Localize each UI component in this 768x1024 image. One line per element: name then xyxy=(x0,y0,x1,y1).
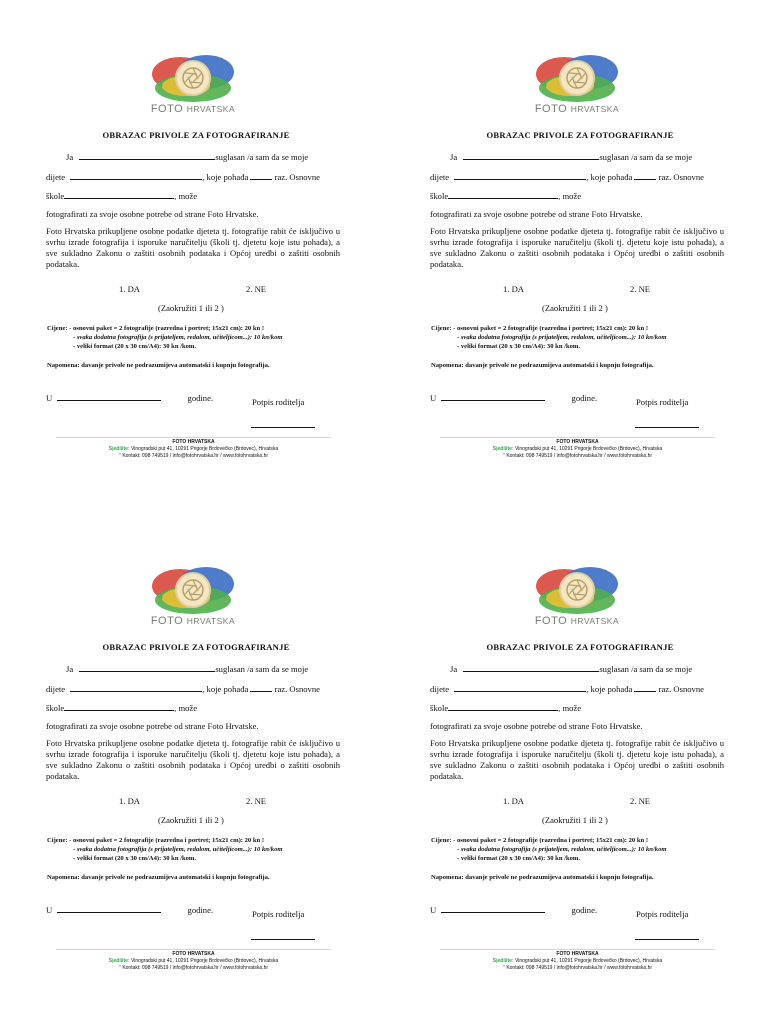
footer-company-name: FOTO HRVATSKA xyxy=(556,951,599,957)
cijene-line-2 xyxy=(457,333,667,342)
koje-pohada-text: , koje pohađa xyxy=(586,172,633,182)
line-ja xyxy=(66,150,308,163)
cijene-line-1: Cijene: - osnovni paket = 2 fotografije (razredna i portret; 15x21 cm): 20 kn ! xyxy=(47,837,265,844)
footer-address-text: Vinogradski put 41, 10291 Prigorje Brdovečko (Brdovec), Hrvatska xyxy=(515,958,663,964)
skole-label: škole xyxy=(46,191,65,201)
place-field[interactable] xyxy=(441,903,545,913)
consent-form-1 xyxy=(46,52,346,472)
school-field[interactable] xyxy=(64,189,174,199)
place-field[interactable] xyxy=(57,391,161,401)
cijene-line-2 xyxy=(73,333,283,342)
place-field[interactable] xyxy=(441,391,545,401)
logo-text-foto: FOTO xyxy=(150,103,184,115)
line-dijete xyxy=(46,170,320,183)
footer-address xyxy=(56,446,331,453)
cijene-line-3: - veliki format (20 x 30 cm/A4): 30 kn /kom. xyxy=(73,343,197,350)
zaokruziti-text: (Zaokružiti 1 ili 2 ) xyxy=(158,815,224,825)
fotografirati-text: fotografirati za svoje osobne potrebe od strane Foto Hrvatske. xyxy=(46,721,259,731)
signature-field[interactable] xyxy=(251,418,315,431)
godine-text: godine. xyxy=(187,905,214,915)
line-skole xyxy=(430,189,581,202)
footer-seat-label: Sjedište: xyxy=(108,958,130,964)
line-place xyxy=(430,391,597,404)
footer-company-name: FOTO HRVATSKA xyxy=(172,439,215,445)
dijete-label: dijete xyxy=(430,172,450,182)
school-field[interactable] xyxy=(64,701,174,711)
option-ne[interactable]: 2. NE xyxy=(630,796,651,806)
privacy-paragraph: Foto Hrvatska prikupljene osobne podatke djeteta tj. fotografije rabit će isključivo u svrhu izrade fotografija i isporuke naručitelju (školi tj. djetetu koje istu pohađa), a sve sukladno Zakonu o zaštiti osobnih podataka i Općoj uredbi o zaštiti osobnih podataka. xyxy=(430,226,724,269)
signature-field[interactable] xyxy=(251,930,315,943)
footer-company-name: FOTO HRVATSKA xyxy=(172,951,215,957)
consent-form-3 xyxy=(46,564,346,984)
cijene-line-2-text: - svaka dodatna fotografija (s prijateljem, redalom, učiteljicom...): 10 kn/kom xyxy=(73,846,283,853)
footer-star: * xyxy=(502,453,505,459)
ja-label: Ja xyxy=(66,664,74,674)
logo-text-hrvatska: HRVATSKA xyxy=(570,104,620,114)
parent-name-field[interactable] xyxy=(463,150,599,160)
line-dijete xyxy=(46,682,320,695)
skole-label: škole xyxy=(46,703,65,713)
cijene-line-1: Cijene: - osnovni paket = 2 fotografije (razredna i portret; 15x21 cm): 20 kn ! xyxy=(47,325,265,332)
potpis-label: Potpis roditelja xyxy=(636,909,689,919)
privacy-paragraph: Foto Hrvatska prikupljene osobne podatke djeteta tj. fotografije rabit će isključivo u svrhu izrade fotografija i isporuke naručitelju (školi tj. djetetu koje istu pohađa), a sve sukladno Zakonu o zaštiti osobnih podataka i Općoj uredbi o zaštiti osobnih podataka. xyxy=(430,738,724,781)
suglasan-text: suglasan /a sam da se moje xyxy=(215,664,309,674)
potpis-label: Potpis roditelja xyxy=(252,909,305,919)
godine-text: godine. xyxy=(187,393,214,403)
koje-pohada-text: , koje pohađa xyxy=(202,684,249,694)
line-skole xyxy=(46,189,197,202)
godine-text: godine. xyxy=(571,905,598,915)
u-label: U xyxy=(430,393,437,403)
camera-aperture-icon xyxy=(146,52,241,116)
camera-aperture-icon xyxy=(146,564,241,628)
svg-text:FOTO HRVATSKA xyxy=(535,103,619,115)
logo-text-hrvatska: HRVATSKA xyxy=(186,104,236,114)
raz-text: raz. Osnovne xyxy=(274,172,320,182)
svg-text:FOTO HRVATSKA xyxy=(151,615,235,627)
footer-address xyxy=(440,958,715,965)
footer-address xyxy=(440,446,715,453)
class-field[interactable] xyxy=(250,170,272,180)
cijene-line-3: - veliki format (20 x 30 cm/A4): 30 kn /kom. xyxy=(73,855,197,862)
footer xyxy=(440,437,715,460)
logo-text-hrvatska: HRVATSKA xyxy=(186,616,236,626)
camera-aperture-icon xyxy=(530,564,625,628)
school-field[interactable] xyxy=(448,701,558,711)
suglasan-text: suglasan /a sam da se moje xyxy=(215,152,309,162)
foto-hrvatska-logo xyxy=(530,564,625,628)
footer-star: * xyxy=(118,453,121,459)
footer-address-text: Vinogradski put 41, 10291 Prigorje Brdovečko (Brdovec), Hrvatska xyxy=(131,446,279,452)
form-title: OBRAZAC PRIVOLE ZA FOTOGRAFIRANJE xyxy=(486,642,674,652)
dijete-label: dijete xyxy=(46,172,66,182)
logo-text-foto: FOTO xyxy=(534,103,568,115)
napomena-text: Napomena: davanje privole ne podrazumijeva automatski i kupnju fotografija. xyxy=(47,362,270,369)
option-da[interactable]: 1. DA xyxy=(119,284,141,294)
u-label: U xyxy=(430,905,437,915)
ja-label: Ja xyxy=(450,152,458,162)
suglasan-text: suglasan /a sam da se moje xyxy=(599,152,693,162)
potpis-label: Potpis roditelja xyxy=(252,397,305,407)
ja-label: Ja xyxy=(66,152,74,162)
raz-text: raz. Osnovne xyxy=(274,684,320,694)
fotografirati-text: fotografirati za svoje osobne potrebe od strane Foto Hrvatske. xyxy=(430,721,643,731)
footer-contact-text: Kontakt: 098 749519 / info@fotohrvatska.hr / www.fotohrvatska.hr xyxy=(122,965,269,971)
footer-seat-label: Sjedište: xyxy=(492,958,514,964)
cijene-line-3: - veliki format (20 x 30 cm/A4): 30 kn /kom. xyxy=(457,343,581,350)
footer-contact-text: Kontakt: 098 749519 / info@fotohrvatska.hr / www.fotohrvatska.hr xyxy=(506,965,653,971)
line-dijete xyxy=(430,682,704,695)
signature-field[interactable] xyxy=(635,418,699,431)
logo-text-foto: FOTO xyxy=(534,615,568,627)
moze-text: , može xyxy=(174,191,198,201)
footer-seat-label: Sjedište: xyxy=(492,446,514,452)
logo-text-hrvatska: HRVATSKA xyxy=(570,616,620,626)
cijene-line-2-text: - svaka dodatna fotografija (s prijateljem, redalom, učiteljicom...): 10 kn/kom xyxy=(73,334,283,341)
foto-hrvatska-logo xyxy=(146,564,241,628)
footer xyxy=(56,949,331,972)
footer-address-text: Vinogradski put 41, 10291 Prigorje Brdovečko (Brdovec), Hrvatska xyxy=(515,446,663,452)
place-field[interactable] xyxy=(57,903,161,913)
parent-name-field[interactable] xyxy=(79,662,215,672)
footer-contact xyxy=(440,453,715,460)
child-name-field[interactable] xyxy=(454,682,586,692)
privacy-paragraph: Foto Hrvatska prikupljene osobne podatke djeteta tj. fotografije rabit će isključivo u svrhu izrade fotografija i isporuke naručitelju (školi tj. djetetu koje istu pohađa), a sve sukladno Zakonu o zaštiti osobnih podataka i Općoj uredbi o zaštiti osobnih podataka. xyxy=(46,226,340,269)
option-ne[interactable]: 2. NE xyxy=(246,284,267,294)
line-skole xyxy=(430,701,581,714)
koje-pohada-text: , koje pohađa xyxy=(202,172,249,182)
option-ne[interactable]: 2. NE xyxy=(246,796,267,806)
cijene-line-3: - veliki format (20 x 30 cm/A4): 30 kn /kom. xyxy=(457,855,581,862)
footer-contact xyxy=(56,965,331,972)
godine-text: godine. xyxy=(571,393,598,403)
footer-seat-label: Sjedište: xyxy=(108,446,130,452)
privacy-paragraph: Foto Hrvatska prikupljene osobne podatke djeteta tj. fotografije rabit će isključivo u svrhu izrade fotografija i isporuke naručitelju (školi tj. djetetu koje istu pohađa), a sve sukladno Zakonu o zaštiti osobnih podataka i Općoj uredbi o zaštiti osobnih podataka. xyxy=(46,738,340,781)
fotografirati-text: fotografirati za svoje osobne potrebe od strane Foto Hrvatske. xyxy=(430,209,643,219)
cijene-line-2-text: - svaka dodatna fotografija (s prijateljem, redalom, učiteljicom...): 10 kn/kom xyxy=(457,846,667,853)
cijene-line-2 xyxy=(73,845,283,854)
moze-text: , može xyxy=(558,191,582,201)
signature-field[interactable] xyxy=(635,930,699,943)
option-da[interactable]: 1. DA xyxy=(503,284,525,294)
footer xyxy=(440,949,715,972)
footer xyxy=(56,437,331,460)
footer-star: * xyxy=(118,965,121,971)
napomena-text: Napomena: davanje privole ne podrazumijeva automatski i kupnju fotografija. xyxy=(431,874,654,881)
skole-label: škole xyxy=(430,703,449,713)
line-skole xyxy=(46,701,197,714)
footer-contact-text: Kontakt: 098 749519 / info@fotohrvatska.hr / www.fotohrvatska.hr xyxy=(122,453,269,459)
footer-contact xyxy=(56,453,331,460)
consent-form-4 xyxy=(430,564,730,984)
footer-company-name: FOTO HRVATSKA xyxy=(556,439,599,445)
foto-hrvatska-logo xyxy=(530,52,625,116)
parent-name-field[interactable] xyxy=(463,662,599,672)
footer-address-text: Vinogradski put 41, 10291 Prigorje Brdovečko (Brdovec), Hrvatska xyxy=(131,958,279,964)
ja-label: Ja xyxy=(450,664,458,674)
form-title: OBRAZAC PRIVOLE ZA FOTOGRAFIRANJE xyxy=(102,642,290,652)
foto-hrvatska-logo xyxy=(146,52,241,116)
footer-contact-text: Kontakt: 098 749519 / info@fotohrvatska.hr / www.fotohrvatska.hr xyxy=(506,453,653,459)
footer-star: * xyxy=(502,965,505,971)
moze-text: , može xyxy=(174,703,198,713)
dijete-label: dijete xyxy=(430,684,450,694)
option-da[interactable]: 1. DA xyxy=(119,796,141,806)
option-da[interactable]: 1. DA xyxy=(503,796,525,806)
zaokruziti-text: (Zaokružiti 1 ili 2 ) xyxy=(158,303,224,313)
line-ja xyxy=(450,150,692,163)
raz-text: raz. Osnovne xyxy=(658,172,704,182)
napomena-text: Napomena: davanje privole ne podrazumijeva automatski i kupnju fotografija. xyxy=(431,362,654,369)
napomena-text: Napomena: davanje privole ne podrazumijeva automatski i kupnju fotografija. xyxy=(47,874,270,881)
school-field[interactable] xyxy=(448,189,558,199)
cijene-line-2 xyxy=(457,845,667,854)
line-place xyxy=(430,903,597,916)
cijene-line-2-text: - svaka dodatna fotografija (s prijateljem, redalom, učiteljicom...): 10 kn/kom xyxy=(457,334,667,341)
svg-text:FOTO HRVATSKA xyxy=(535,615,619,627)
suglasan-text: suglasan /a sam da se moje xyxy=(599,664,693,674)
line-dijete xyxy=(430,170,704,183)
option-ne[interactable]: 2. NE xyxy=(630,284,651,294)
form-title: OBRAZAC PRIVOLE ZA FOTOGRAFIRANJE xyxy=(102,130,290,140)
line-place xyxy=(46,391,213,404)
zaokruziti-text: (Zaokružiti 1 ili 2 ) xyxy=(542,815,608,825)
camera-aperture-icon xyxy=(530,52,625,116)
class-field[interactable] xyxy=(634,170,656,180)
line-place xyxy=(46,903,213,916)
svg-text:FOTO HRVATSKA xyxy=(151,103,235,115)
child-name-field[interactable] xyxy=(70,682,202,692)
koje-pohada-text: , koje pohađa xyxy=(586,684,633,694)
line-ja xyxy=(450,662,692,675)
line-ja xyxy=(66,662,308,675)
footer-contact xyxy=(440,965,715,972)
zaokruziti-text: (Zaokružiti 1 ili 2 ) xyxy=(542,303,608,313)
moze-text: , može xyxy=(558,703,582,713)
child-name-field[interactable] xyxy=(70,170,202,180)
class-field[interactable] xyxy=(250,682,272,692)
u-label: U xyxy=(46,905,53,915)
footer-address xyxy=(56,958,331,965)
cijene-line-1: Cijene: - osnovni paket = 2 fotografije (razredna i portret; 15x21 cm): 20 kn ! xyxy=(431,837,649,844)
fotografirati-text: fotografirati za svoje osobne potrebe od strane Foto Hrvatske. xyxy=(46,209,259,219)
logo-text-foto: FOTO xyxy=(150,615,184,627)
cijene-line-1: Cijene: - osnovni paket = 2 fotografije (razredna i portret; 15x21 cm): 20 kn ! xyxy=(431,325,649,332)
class-field[interactable] xyxy=(634,682,656,692)
potpis-label: Potpis roditelja xyxy=(636,397,689,407)
dijete-label: dijete xyxy=(46,684,66,694)
raz-text: raz. Osnovne xyxy=(658,684,704,694)
parent-name-field[interactable] xyxy=(79,150,215,160)
form-title: OBRAZAC PRIVOLE ZA FOTOGRAFIRANJE xyxy=(486,130,674,140)
consent-form-2 xyxy=(430,52,730,472)
child-name-field[interactable] xyxy=(454,170,586,180)
skole-label: škole xyxy=(430,191,449,201)
u-label: U xyxy=(46,393,53,403)
